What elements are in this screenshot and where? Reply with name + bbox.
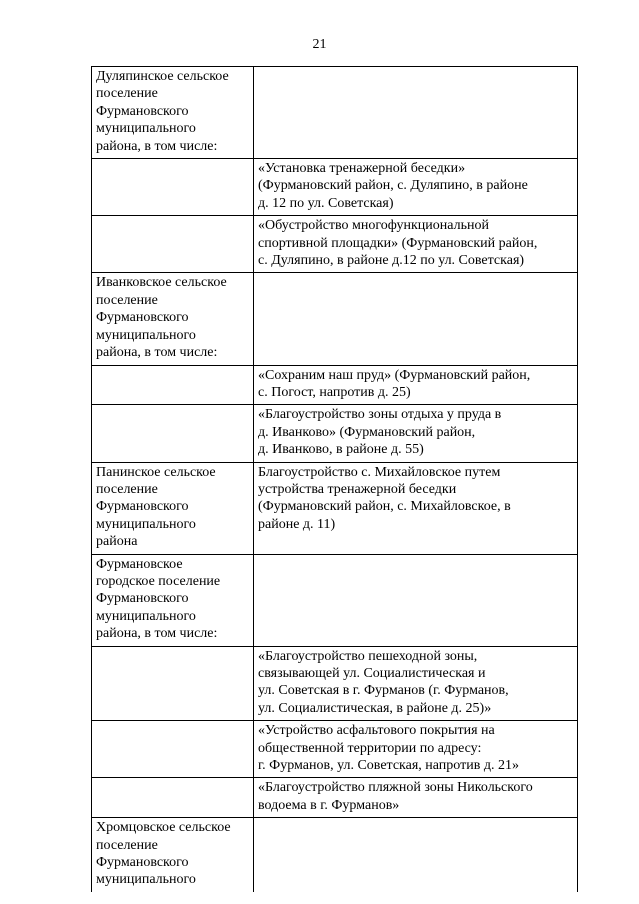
settlement-cell: [92, 778, 254, 818]
project-cell: [254, 554, 578, 646]
settlement-cell: [92, 721, 254, 778]
settlement-cell: Иванковское сельское поселение Фурмановского муниципального района, в том числе:: [92, 273, 254, 365]
table-row: [92, 159, 578, 216]
project-cell: Благоустройство с. Михайловское путем устройства тренажерной беседки (Фурмановский район, с. Михайловское, в районе д. 11): [254, 462, 578, 554]
project-cell: «Обустройство многофункциональной спортивной площадки» (Фурмановский район, с. Дуляпино, в районе д.12 по ул. Советская): [254, 216, 578, 273]
table-row: [92, 818, 578, 892]
table-row: [92, 216, 578, 273]
project-cell: «Установка тренажерной беседки» (Фурмановский район, с. Дуляпино, в районе д. 12 по ул. Советская): [254, 159, 578, 216]
table-row: [92, 721, 578, 778]
project-cell: [254, 273, 578, 365]
project-cell: «Устройство асфальтового покрытия на общественной территории по адресу: г. Фурманов, ул. Советская, напротив д. 21»: [254, 721, 578, 778]
table-row: [92, 554, 578, 646]
project-cell: «Благоустройство зоны отдыха у пруда в д. Иванково» (Фурмановский район, д. Иванково, в районе д. 55): [254, 405, 578, 462]
table-row: [92, 67, 578, 159]
settlement-cell: Хромцовское сельское поселение Фурмановского муниципального: [92, 818, 254, 892]
table-row: [92, 646, 578, 721]
project-cell: «Благоустройство пешеходной зоны, связывающей ул. Социалистическая и ул. Советская в г. Фурманов (г. Фурманов, ул. Социалистическая, в районе д. 25)»: [254, 646, 578, 721]
table-row: [92, 365, 578, 405]
project-cell: «Благоустройство пляжной зоны Никольского водоема в г. Фурманов»: [254, 778, 578, 818]
project-cell: «Сохраним наш пруд» (Фурмановский район, с. Погост, напротив д. 25): [254, 365, 578, 405]
settlement-cell: [92, 216, 254, 273]
table-row: [92, 273, 578, 365]
table-row: [92, 462, 578, 554]
settlements-projects-table: [91, 66, 578, 892]
table-row: [92, 405, 578, 462]
settlement-cell: [92, 365, 254, 405]
settlement-cell: [92, 159, 254, 216]
settlement-cell: Панинское сельское поселение Фурмановского муниципального района: [92, 462, 254, 554]
settlement-cell: Фурмановское городское поселение Фурмановского муниципального района, в том числе:: [92, 554, 254, 646]
project-cell: [254, 818, 578, 892]
page-number: 21: [312, 37, 327, 52]
table-row: [92, 778, 578, 818]
settlement-cell: [92, 405, 254, 462]
project-cell: [254, 67, 578, 159]
settlement-cell: [92, 646, 254, 721]
settlement-cell: Дуляпинское сельское поселение Фурмановского муниципального района, в том числе:: [92, 67, 254, 159]
